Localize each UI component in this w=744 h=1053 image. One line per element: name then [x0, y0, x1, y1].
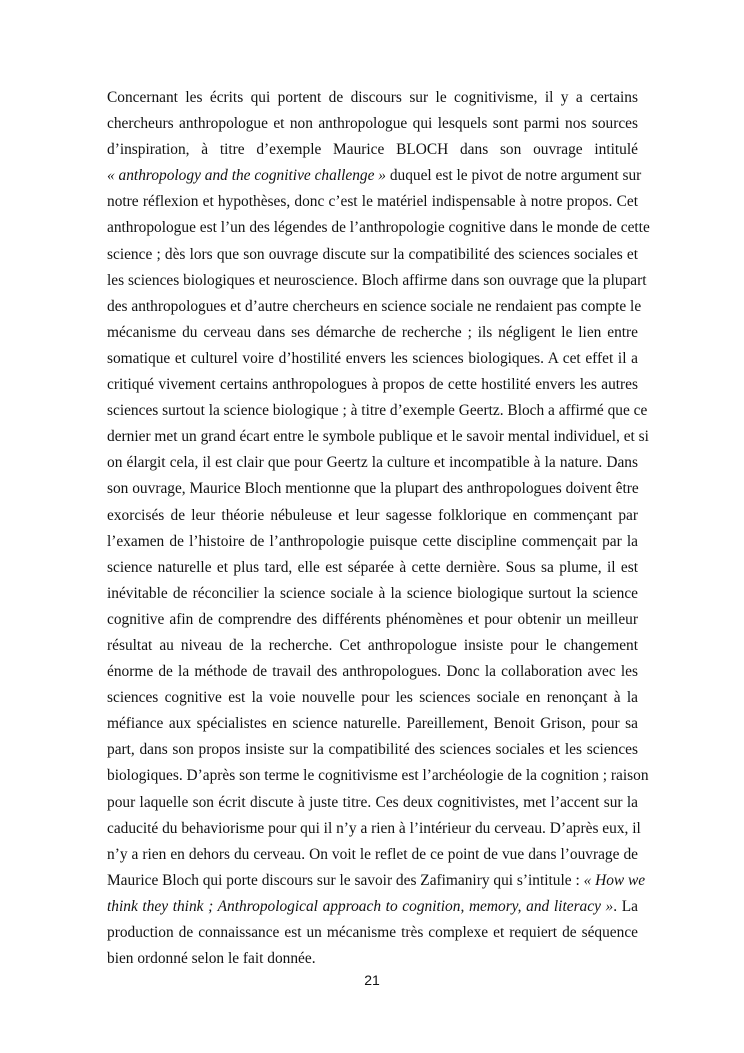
text-line-14: dernier met un grand écart entre le symbole publique et le savoir mental individuel, et si [107, 428, 649, 446]
text-line-18: l’examen de l’histoire de l’anthropologie puisque cette discipline commençait par la [107, 532, 638, 550]
text-line-4 [107, 163, 642, 189]
text-line-31-plain: Maurice Bloch qui porte discours sur le savoir des Zafimaniry qui s’intitule : [107, 871, 584, 889]
text-line-5: notre réflexion et hypothèses, donc c’est le matériel indispensable à notre propos. Cet [107, 193, 638, 211]
text-line-6: anthropologue est l’un des légendes de l’anthropologie cognitive dans le monde de cette [107, 219, 650, 237]
text-line-32 [107, 894, 638, 920]
text-line-34: bien ordonné selon le fait donnée. [107, 950, 316, 968]
text-line-30: n’y a rien en dehors du cerveau. On voit le reflet de ce point de vue dans l’ouvrage de [107, 845, 638, 863]
book-title-italic-start: « How we [583, 871, 646, 889]
text-line-3: d’inspiration, à titre d’exemple Maurice BLOCH dans son ouvrage intitulé [107, 141, 638, 159]
text-line-33: production de connaissance est un mécanisme très complexe et requiert de séquence [107, 924, 638, 941]
text-line-21: cognitive afin de comprendre des différents phénomènes et pour obtenir un meilleur [107, 610, 638, 628]
text-line-29: caducité du behaviorisme pour qui il n’y a rien à l’intérieur du cerveau. D’après eux, il [107, 819, 641, 837]
text-line-2: chercheurs anthropologue et non anthropologue qui lesquels sont parmi nos sources [107, 115, 638, 133]
book-title-italic: « anthropology and the cognitive challenge » [107, 167, 386, 185]
text-line-9: des anthropologues et d’autre chercheurs en science sociale ne rendaient pas compte le [107, 297, 642, 315]
body-paragraph [107, 85, 650, 972]
text-line-23: énorme de la méthode de travail des anthropologues. Donc la collaboration avec les [107, 663, 638, 681]
text-line-32-rest: . La [613, 897, 638, 915]
text-line-11: somatique et culturel voire d’hostilité envers les sciences biologiques. A cet effet il a [107, 349, 638, 367]
text-line-20: inévitable de réconcilier la science sociale à la science biologique surtout la science [107, 584, 638, 602]
book-title-italic-end: think they think ; Anthropological approach to cognition, memory, and literacy » [107, 897, 614, 915]
text-line-28: pour laquelle son écrit discute à juste titre. Ces deux cognitivistes, met l’accent sur la [107, 793, 638, 811]
text-line-26: part, dans son propos insiste sur la compatibilité des sciences sociales et les sciences [107, 741, 638, 759]
text-line-1: Concernant les écrits qui portent de discours sur le cognitivisme, il y a certains [107, 89, 638, 106]
text-line-24: sciences cognitive est la voie nouvelle pour les sciences sociale en renonçant à la [107, 689, 638, 707]
text-line-17: exorcisés de leur théorie nébuleuse et leur sagesse folklorique en commençant par [107, 506, 638, 524]
text-line-31 [107, 868, 646, 894]
text-line-8: les sciences biologiques et neuroscience. Bloch affirme dans son ouvrage que la plupart [107, 271, 647, 289]
text-line-15: on élargit cela, il est clair que pour Geertz la culture et incompatible à la nature. Dans [107, 454, 638, 472]
text-line-19: science naturelle et plus tard, elle est séparée à cette dernière. Sous sa plume, il est [107, 558, 638, 576]
text-line-16: son ouvrage, Maurice Bloch mentionne que la plupart des anthropologues doivent être [107, 480, 639, 498]
text-line-4-rest: duquel est le pivot de notre argument sur [385, 167, 642, 185]
text-line-7: science ; dès lors que son ouvrage discute sur la compatibilité des sciences sociales et [107, 245, 638, 263]
text-line-13: sciences surtout la science biologique ; à titre d’exemple Geertz. Bloch a affirmé que ce [107, 402, 648, 420]
text-line-10: mécanisme du cerveau dans ses démarche de recherche ; ils négligent le lien entre [107, 323, 638, 341]
text-line-12: critiqué vivement certains anthropologues à propos de cette hostilité envers les autres [107, 376, 638, 394]
text-line-22: résultat au niveau de la recherche. Cet anthropologue insiste pour le changement [107, 636, 638, 654]
text-line-27: biologiques. D’après son terme le cognitivisme est l’archéologie de la cognition ; raison [107, 767, 649, 785]
text-line-25: méfiance aux spécialistes en science naturelle. Pareillement, Benoit Grison, pour sa [107, 715, 638, 733]
page-number: 21 [364, 972, 380, 988]
